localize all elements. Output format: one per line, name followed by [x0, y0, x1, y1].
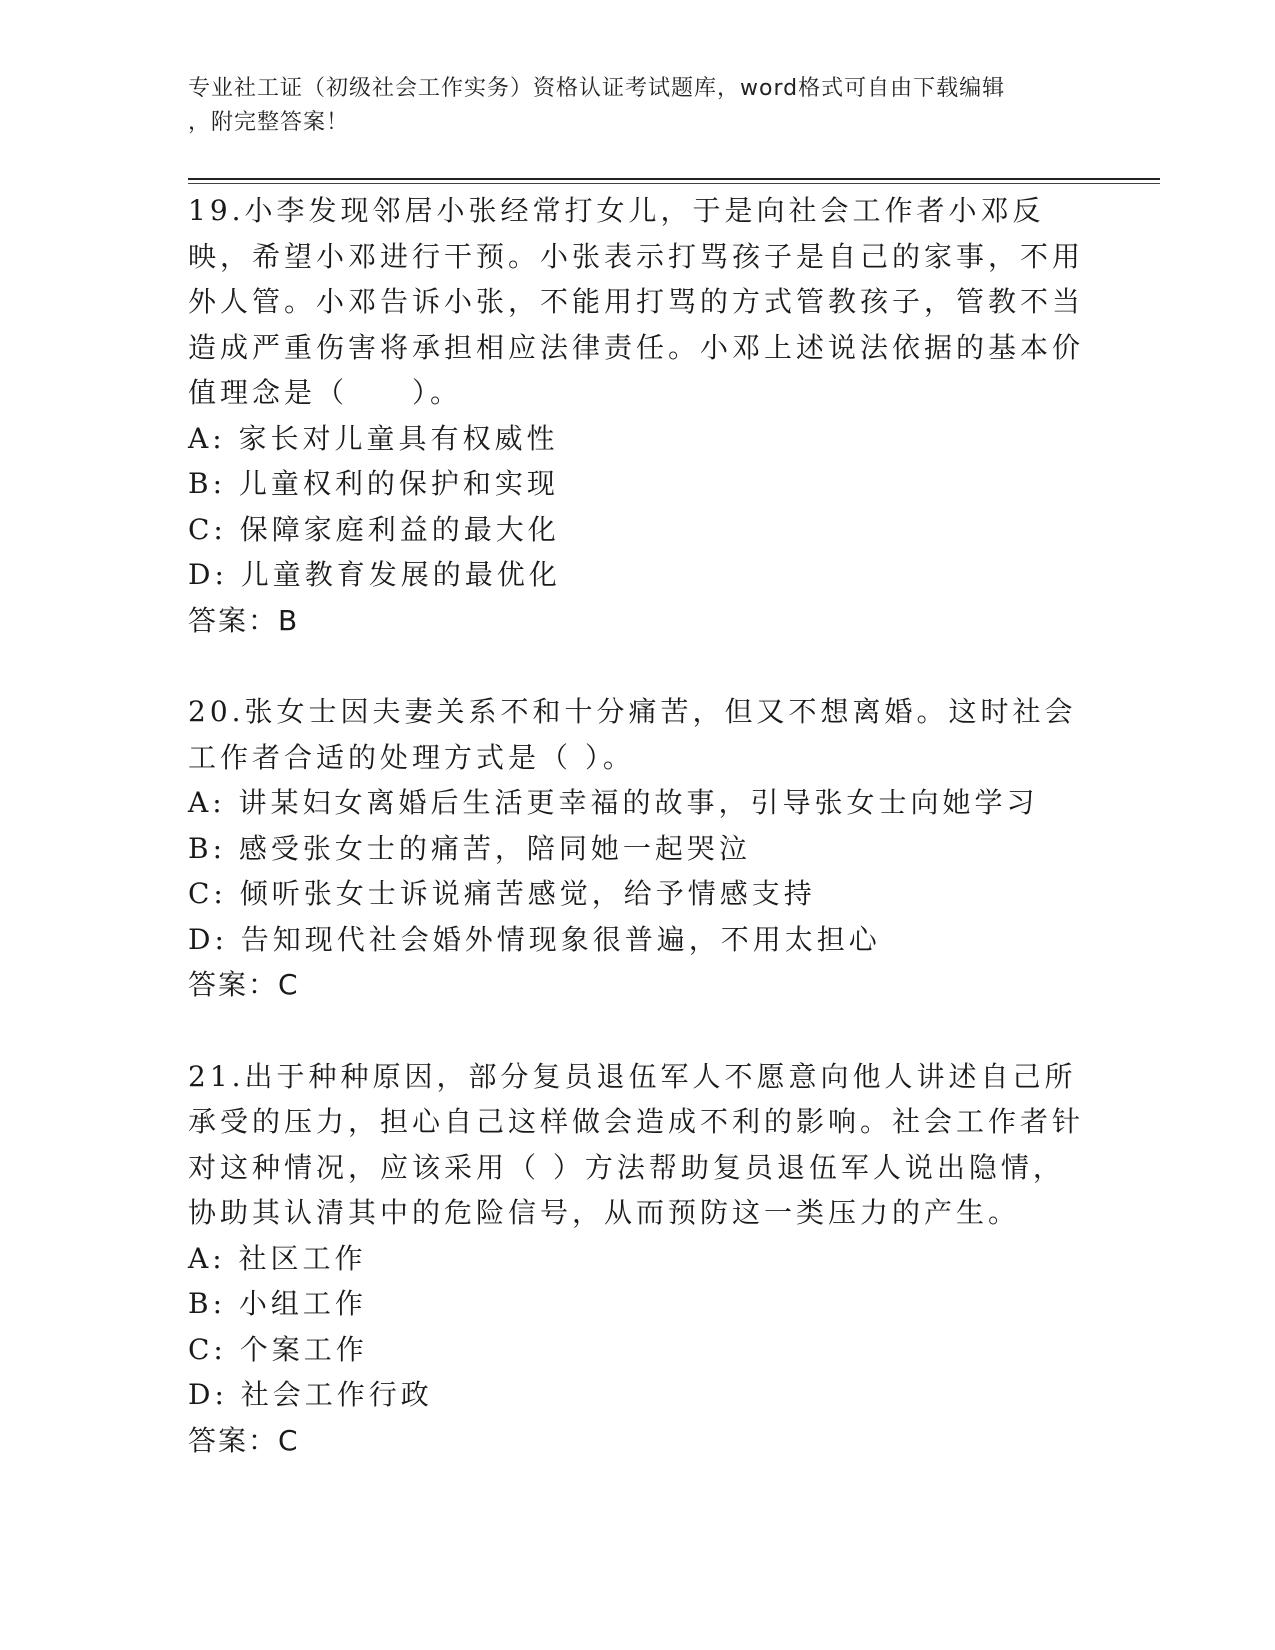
option-d: D: 儿童教育发展的最优化	[188, 558, 561, 591]
option-b: B: 儿童权利的保护和实现	[188, 467, 559, 500]
option-c: C: 倾听张女士诉说痛苦感觉，给予情感支持	[188, 877, 816, 910]
option-a: A: 讲某妇女离婚后生活更幸福的故事，引导张女士向她学习	[188, 786, 1039, 819]
document-header	[188, 72, 1088, 140]
question-list	[188, 188, 1088, 1509]
question-21	[188, 1054, 1088, 1464]
answer: 答案：C	[188, 968, 300, 1001]
answer: 答案：B	[188, 603, 300, 637]
option-b: B: 感受张女士的痛苦，陪同她一起哭泣	[188, 831, 751, 865]
question-stem: 20.张女士因夫妻关系不和十分痛苦，但又不想离婚。这时社会工作者合适的处理方式是（ ）。	[188, 695, 1077, 774]
question-stem: 21.出于种种原因，部分复员退伍军人不愿意向他人讲述自己所承受的压力，担心自己这样做会造成不利的影响。社会工作者针对这种情况，应该采用（ ）方法帮助复员退伍军人说出隐情，协助其认清其中的危险信号，从而预防这一类压力的产生。	[188, 1059, 1085, 1229]
header-title-line1: 专业社工证（初级社会工作实务）资格认证考试题库，word格式可自由下载编辑	[188, 76, 1006, 101]
question-19	[188, 188, 1088, 643]
option-c: C: 个案工作	[188, 1332, 368, 1366]
header-title-line2: ，附完整答案！	[188, 110, 350, 135]
answer: 答案：C	[188, 1423, 300, 1457]
option-c: C: 保障家庭利益的最大化	[188, 512, 560, 546]
option-d: D: 告知现代社会婚外情现象很普遍，不用太担心	[188, 922, 881, 956]
option-b: B: 小组工作	[188, 1287, 367, 1320]
header-divider-thin	[188, 183, 1160, 184]
option-d: D: 社会工作行政	[188, 1378, 433, 1411]
question-stem: 19.小李发现邻居小张经常打女儿，于是向社会工作者小邓反映，希望小邓进行干预。小张表示打骂孩子是自己的家事，不用外人管。小邓告诉小张，不能用打骂的方式管教孩子，管教不当造成严重伤害将承担相应法律责任。小邓上述说法依据的基本价值理念是（ ）。	[188, 194, 1085, 409]
option-a: A: 家长对儿童具有权威性	[188, 421, 559, 455]
question-20	[188, 689, 1088, 1008]
option-a: A: 社区工作	[188, 1241, 367, 1275]
header-divider	[188, 178, 1160, 180]
